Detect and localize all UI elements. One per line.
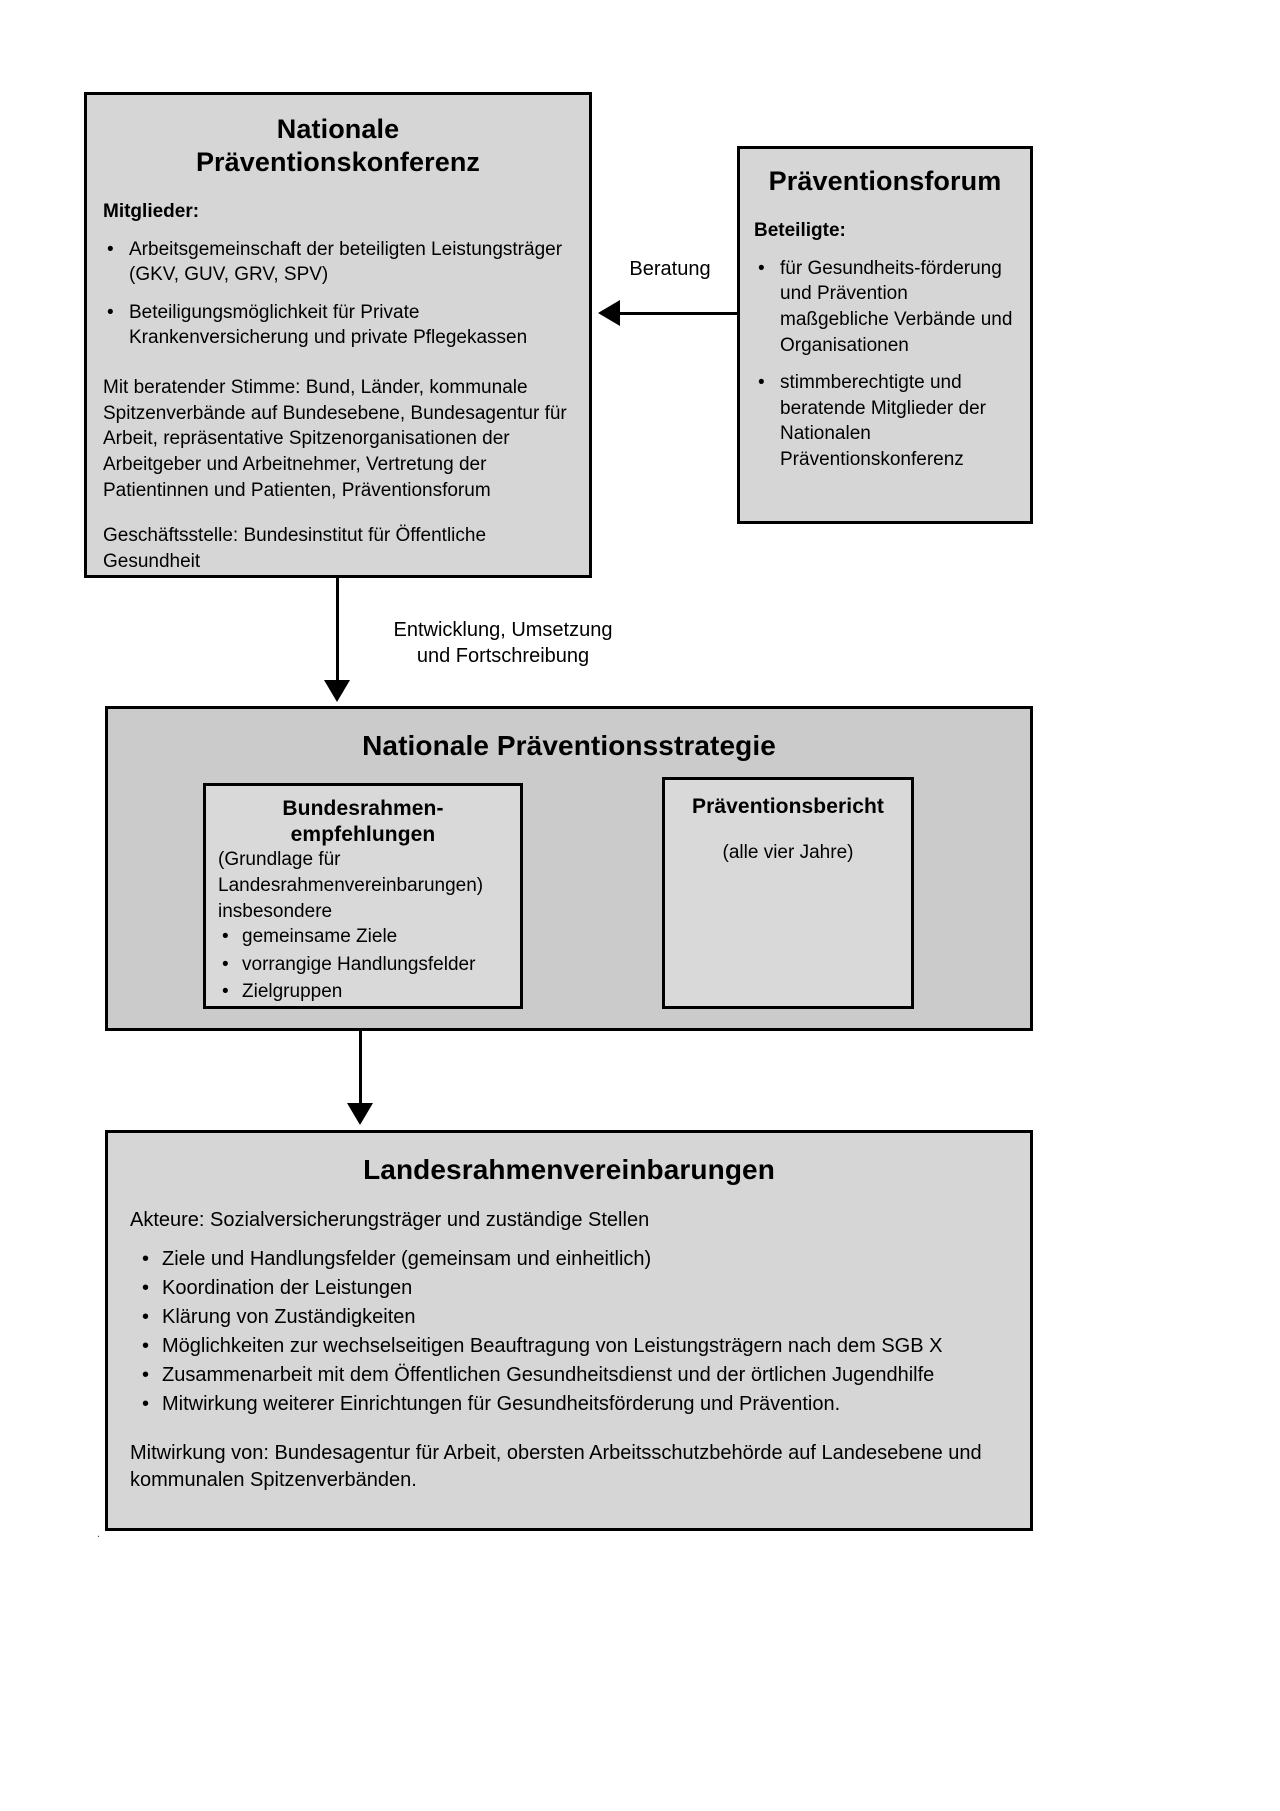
arrow-entwicklung-label-line1: Entwicklung, Umsetzung bbox=[393, 619, 613, 641]
page-artifact-dot: . bbox=[97, 1528, 101, 1540]
arrow-strategy-to-agreements-line bbox=[359, 1031, 362, 1106]
recommendations-title-line2: empfehlungen bbox=[290, 822, 436, 846]
forum-participants-list bbox=[754, 256, 1016, 473]
list-item: • Klärung von Zuständigkeiten bbox=[138, 1304, 1008, 1331]
node-praeventionsbericht bbox=[662, 777, 914, 1009]
arrow-entwicklung-label-line2: und Fortschreibung bbox=[416, 645, 590, 667]
list-item: • Zusammenarbeit mit dem Öffentlichen Gesundheitsdienst und der örtlichen Jugendhilfe bbox=[138, 1362, 1008, 1389]
list-item: • vorrangige Handlungsfelder bbox=[218, 952, 508, 978]
list-item: • Koordination der Leistungen bbox=[138, 1275, 1008, 1302]
agreements-participation-paragraph: Mitwirkung von: Bundesagentur für Arbeit, obersten Arbeitsschutzbehörde auf Landesebene und kommunalen Spitzenverbänden. bbox=[130, 1442, 982, 1492]
npk-title-line2: Präventionskonferenz bbox=[195, 146, 481, 177]
agreements-actors-paragraph: Akteure: Sozialversicherungsträger und zuständige Stellen bbox=[130, 1209, 650, 1232]
list-item: • für Gesundheits-förderung und Prävention maßgebliche Verbände und Organisationen bbox=[754, 256, 1016, 359]
strategy-title: Nationale Präventionsstrategie bbox=[362, 730, 776, 761]
node-landesrahmenvereinbarungen bbox=[105, 1130, 1033, 1531]
list-item: • stimmberechtigte und beratende Mitglieder der Nationalen Präventionskonferenz bbox=[754, 370, 1016, 473]
arrow-entwicklung-head bbox=[324, 680, 350, 702]
forum-participants-heading: Beteiligte: bbox=[754, 219, 846, 241]
arrow-beratung-line bbox=[620, 312, 737, 315]
arrow-entwicklung-label bbox=[358, 617, 648, 669]
list-item: • Beteiligungsmöglichkeit für Private Krankenversicherung und private Pflegekassen bbox=[103, 300, 573, 351]
report-note: (alle vier Jahre) bbox=[722, 841, 854, 863]
arrow-beratung-head bbox=[598, 300, 620, 326]
agreements-list bbox=[130, 1246, 1008, 1418]
recommendations-title bbox=[218, 796, 508, 847]
recommendations-title-line1: Bundesrahmen- bbox=[282, 797, 444, 820]
npk-title bbox=[103, 113, 573, 179]
node-bundesrahmenempfehlungen bbox=[203, 783, 523, 1009]
recommendations-intro-line3: insbesondere bbox=[218, 900, 333, 922]
node-nationale-praeventionskonferenz bbox=[84, 92, 592, 578]
npk-members-heading: Mitglieder: bbox=[103, 200, 200, 222]
arrow-strategy-to-agreements-head bbox=[347, 1103, 373, 1125]
recommendations-list bbox=[218, 924, 508, 1005]
npk-title-line1: Nationale bbox=[276, 114, 400, 144]
list-item: • Zielgruppen bbox=[218, 979, 508, 1005]
forum-title: Präventionsforum bbox=[768, 166, 1002, 196]
arrow-entwicklung-line bbox=[336, 578, 339, 683]
list-item: • gemeinsame Ziele bbox=[218, 924, 508, 950]
npk-advisory-paragraph: Mit beratender Stimme: Bund, Länder, kommunale Spitzenverbände auf Bundesebene, Bundesagentur für Arbeit, repräsentative Spitzenorganisationen der Arbeitgeber und Arbeitnehmer, Vertretung der Patientinnen und Patienten, Präventionsforum bbox=[103, 377, 567, 501]
list-item: • Ziele und Handlungsfelder (gemeinsam und einheitlich) bbox=[138, 1246, 1008, 1273]
npk-office-paragraph: Geschäftsstelle: Bundesinstitut für Öffentliche Gesundheit bbox=[103, 525, 487, 572]
npk-members-list bbox=[103, 237, 573, 352]
report-title: Präventionsbericht bbox=[691, 795, 885, 818]
node-praeventionsforum bbox=[737, 146, 1033, 524]
list-item: • Möglichkeiten zur wechselseitigen Beauftragung von Leistungsträgern nach dem SGB X bbox=[138, 1333, 1008, 1360]
arrow-beratung-label: Beratung bbox=[629, 258, 711, 280]
recommendations-intro-line2: Landesrahmenvereinbarungen) bbox=[218, 874, 484, 896]
agreements-title: Landesrahmenvereinbarungen bbox=[363, 1154, 775, 1185]
list-item: • Mitwirkung weiterer Einrichtungen für Gesundheitsförderung und Prävention. bbox=[138, 1391, 1008, 1418]
list-item: • Arbeitsgemeinschaft der beteiligten Leistungsträger (GKV, GUV, GRV, SPV) bbox=[103, 237, 573, 288]
recommendations-intro-line1: (Grundlage für bbox=[218, 849, 341, 871]
